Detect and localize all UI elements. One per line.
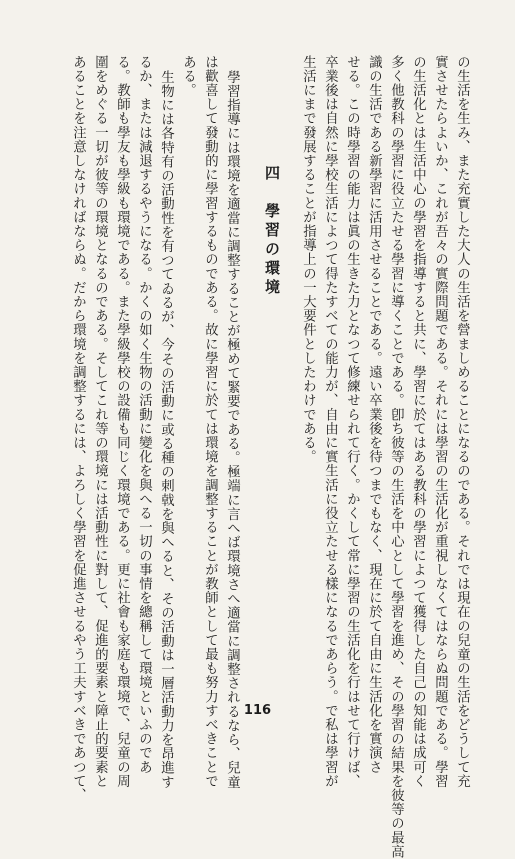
- text-column: 生活にまで發展することが指導上の一大要件としたわけである。: [300, 55, 316, 464]
- text-column: 生物には各特有の活動性を有つてゐるが、今その活動に或る種の刺戟を與へると、その活動は一層活動力を昂進す: [158, 70, 174, 790]
- text-column: 卒業後は自然に學校生活によつて得たすべての能力が、自由に實生活に役立たせる樣になるであらう。で私は學習が: [322, 55, 338, 789]
- text-column: 實させたらよいか、これが吾々の實際問題である。それには學習の生活化が重視しなくてはならぬ問題である。學習: [432, 55, 448, 789]
- text-column: あることを注意しなければならぬ。だから環境を調整するには、よろしく學習を促進させるやう工夫すべきであつて、: [70, 55, 86, 803]
- section-heading: 四 學習の環境: [263, 165, 281, 298]
- text-column: せる。この時學習の能力は眞の生きた力となつて修練せられて行く。かくして常に學習の生活化を行はせて行けば、: [344, 55, 360, 789]
- page-number: 116: [243, 703, 272, 718]
- text-column: 學習指導には環境を適當に調整することが極めて緊要である。極端に言へば環境さへ適當に調整されるなら、兒童: [224, 70, 240, 790]
- text-column: 圍をめぐる一切が彼等の環境となるのである。そしてこれ等の環境には活動性に對して、促進的要素と障止的要素と: [92, 55, 108, 789]
- text-column: るか、または減退するやうになる。かくの如く生物の活動に變化を與へる一切の事情を總稱して環境といふのであ: [136, 55, 152, 775]
- text-column: の生活化とは生活中心の學習を指導すると共に、學習に於てはある教科の學習によつて獲得した自己の知能は成可く: [410, 55, 426, 789]
- text-column: は歡喜して發動的に學習するものである。故に學習に於ては環境を調整することが教師として最も努力すべきことで: [202, 55, 218, 789]
- text-column: る。教師も學友も學級も環境である。また學級學校の設備も同じく環境である。更に社會も家庭も環境で、兒童の周: [114, 55, 130, 789]
- text-column: 多く他教科の學習に役立たせる學習に導くことである。卽ち彼等の生活を中心として學習を進め、その學習の結果を彼等の最高: [388, 55, 404, 859]
- text-column: 識の生活である新學習に活用させることである。遠い卒業後を待つまでもなく、現在に於て自由に生活化を實演さ: [366, 55, 382, 775]
- text-column: の生活を生み、また充實した大人の生活を營ましめることになるのである。それでは現在の兒童の生活をどうして充: [454, 55, 470, 789]
- text-column: ある。: [180, 55, 196, 98]
